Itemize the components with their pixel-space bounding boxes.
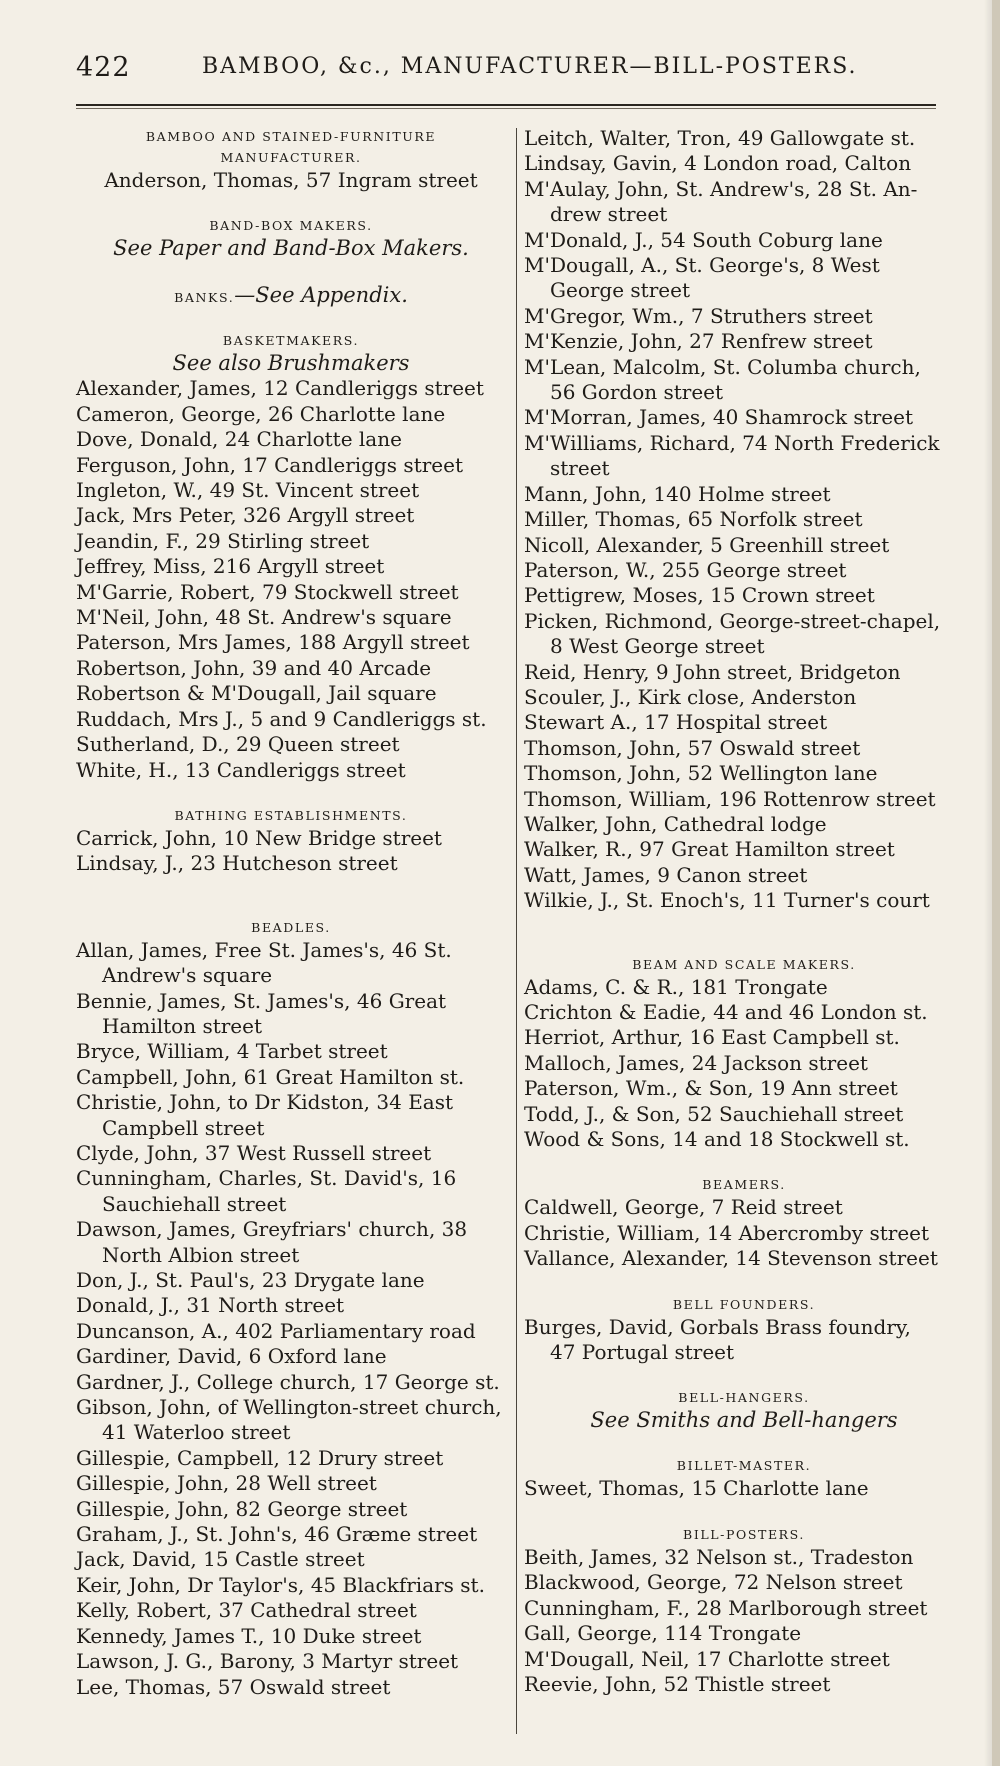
directory-entry: White, H., 13 Candleriggs street: [76, 757, 406, 782]
directory-entry: Gibson, John, of Wellington-street church,: [76, 1395, 502, 1420]
directory-entry: Mann, John, 140 Holme street: [524, 481, 831, 506]
entry-bamboo: Anderson, Thomas, 57 Ingram street: [104, 168, 478, 192]
directory-entry: Jeffrey, Miss, 216 Argyll street: [76, 554, 385, 579]
directory-entry: Ruddach, Mrs J., 5 and 9 Candleriggs st.: [76, 706, 487, 731]
directory-entry: Leitch, Walter, Tron, 49 Gallowgate st.: [524, 126, 916, 150]
directory-entry: Thomson, William, 196 Rottenrow street: [524, 786, 936, 811]
directory-entry: Paterson, W., 255 George street: [524, 557, 847, 582]
directory-entry: Dove, Donald, 24 Charlotte lane: [76, 427, 402, 452]
directory-entry: Gardiner, David, 6 Oxford lane: [76, 1344, 387, 1369]
running-title: BAMBOO, &c., MANUFACTURER—BILL-POSTERS.: [202, 54, 858, 79]
directory-entry: Jeandin, F., 29 Stirling street: [76, 528, 370, 553]
section-heading-bamboo-line2: MANUFACTURER.: [220, 150, 362, 165]
directory-entry: Keir, John, Dr Taylor's, 45 Blackfriars st.: [76, 1572, 485, 1597]
directory-entry: Alexander, James, 12 Candleriggs street: [76, 376, 484, 401]
directory-entry: Kennedy, James T., 10 Duke street: [76, 1623, 422, 1648]
basketmakers-list: [76, 376, 506, 783]
right-column: [524, 126, 964, 1697]
page-edge-shadow: [984, 0, 992, 1766]
directory-entry: M'Aulay, John, St. Andrew's, 28 St. An-: [524, 176, 918, 201]
directory-entry: Don, J., St. Paul's, 23 Drygate lane: [76, 1268, 425, 1292]
directory-entry: Bryce, William, 4 Tarbet street: [76, 1039, 388, 1064]
directory-entry: Ingleton, W., 49 St. Vincent street: [76, 478, 420, 503]
directory-entry: M'Morran, James, 40 Shamrock street: [524, 405, 913, 430]
directory-entry: Dawson, James, Greyfriars' church, 38: [76, 1217, 468, 1242]
directory-entry: Lindsay, J., 23 Hutcheson street: [76, 851, 398, 876]
directory-entry-continuation: 47 Portugal street: [550, 1340, 735, 1365]
banks-line: [76, 283, 506, 308]
directory-entry: M'Neil, John, 48 St. Andrew's square: [76, 605, 452, 630]
section-heading-beamers: BEAMERS.: [702, 1177, 786, 1193]
directory-entry: M'Williams, Richard, 74 North Frederick: [524, 430, 940, 455]
directory-entry: Walker, John, Cathedral lodge: [524, 811, 827, 836]
section-heading-billet-master: BILLET-MASTER.: [676, 1458, 812, 1474]
directory-entry: Thomson, John, 57 Oswald street: [524, 735, 861, 760]
directory-entry: Burges, David, Gorbals Brass foundry,: [524, 1314, 911, 1339]
bill-posters-list: [524, 1545, 964, 1697]
section-heading-bell-hangers: BELL-HANGERS.: [678, 1390, 810, 1406]
directory-entry: Herriot, Arthur, 16 East Campbell st.: [524, 1025, 900, 1050]
section-heading-bill-posters: BILL-POSTERS.: [683, 1526, 805, 1542]
directory-entry: Carrick, John, 10 New Bridge street: [76, 825, 442, 850]
directory-entry: Miller, Thomas, 65 Norfolk street: [524, 507, 863, 532]
see-reference-banks: —See Appendix.: [234, 283, 408, 308]
section-heading-bathing: BATHING ESTABLISHMENTS.: [174, 807, 408, 823]
directory-entry: Reid, Henry, 9 John street, Bridgeton: [524, 659, 901, 684]
section-heading-beam-scale: BEAM AND SCALE MAKERS.: [632, 956, 856, 972]
directory-entry: Kelly, Robert, 37 Cathedral street: [76, 1598, 417, 1623]
directory-entry: Beith, James, 32 Nelson st., Tradeston: [524, 1544, 914, 1569]
header-rule: [76, 104, 936, 106]
directory-entry-continuation: 8 West George street: [550, 634, 765, 659]
see-reference-basketmakers: See also Brushmakers: [172, 351, 410, 376]
directory-entry-continuation: Campbell street: [102, 1115, 265, 1140]
page-header: [76, 52, 936, 92]
directory-entry: Wood & Sons, 14 and 18 Stockwell st.: [524, 1127, 910, 1152]
directory-entry: Lindsay, Gavin, 4 London road, Calton: [524, 151, 912, 176]
directory-entry: Donald, J., 31 North street: [76, 1293, 345, 1318]
directory-entry: Walker, R., 97 Great Hamilton street: [524, 837, 895, 862]
directory-entry: Thomson, John, 52 Wellington lane: [524, 761, 878, 786]
directory-entry: Clyde, John, 37 West Russell street: [76, 1140, 432, 1165]
bathing-list: [76, 826, 506, 877]
directory-entry: Jack, David, 15 Castle street: [76, 1547, 365, 1572]
section-heading-basketmakers: BASKETMAKERS.: [222, 333, 360, 349]
directory-entry-continuation: Hamilton street: [102, 1013, 263, 1038]
directory-entry-continuation: North Albion street: [102, 1242, 300, 1267]
page-edge: [992, 0, 1000, 1766]
directory-entry: M'Lean, Malcolm, St. Columba church,: [524, 354, 921, 379]
directory-entry: Reevie, John, 52 Thistle street: [524, 1671, 831, 1696]
directory-entry: Adams, C. & R., 181 Trongate: [524, 974, 828, 999]
directory-entry: Duncanson, A., 402 Parliamentary road: [76, 1318, 476, 1343]
directory-entry: Graham, J., St. John's, 46 Græme street: [76, 1522, 478, 1547]
directory-entry: Vallance, Alexander, 14 Stevenson street: [524, 1246, 938, 1271]
directory-entry-continuation: Sauchiehall street: [102, 1191, 287, 1216]
section-heading-bell-founders: BELL FOUNDERS.: [672, 1296, 816, 1312]
directory-entry: Picken, Richmond, George-street-chapel,: [524, 608, 941, 633]
directory-entry: Gillespie, John, 28 Well street: [76, 1471, 377, 1496]
directory-entry-continuation: 56 Gordon street: [550, 380, 724, 405]
directory-entry: Scouler, J., Kirk close, Anderston: [524, 684, 857, 709]
directory-entry: M'Garrie, Robert, 79 Stockwell street: [76, 579, 459, 604]
header-rule-thin: [76, 108, 936, 109]
directory-entry: Lee, Thomas, 57 Oswald street: [76, 1674, 391, 1699]
directory-entry: Robertson & M'Dougall, Jail square: [76, 681, 437, 706]
directory-entry: Ferguson, John, 17 Candleriggs street: [76, 452, 464, 477]
directory-entry: Allan, James, Free St. James's, 46 St.: [76, 937, 452, 962]
directory-entry-continuation: George street: [550, 278, 690, 303]
directory-entry-continuation: Andrew's square: [102, 963, 273, 988]
directory-entry: Malloch, James, 24 Jackson street: [524, 1050, 868, 1075]
directory-entry: Cameron, George, 26 Charlotte lane: [76, 401, 446, 426]
directory-entry: Christie, John, to Dr Kidston, 34 East: [76, 1090, 454, 1115]
column-divider: [516, 128, 517, 1734]
directory-entry: Paterson, Mrs James, 188 Argyll street: [76, 630, 470, 655]
directory-entry: Blackwood, George, 72 Nelson street: [524, 1570, 903, 1595]
see-reference-bandbox: See Paper and Band-Box Makers.: [113, 236, 469, 261]
directory-entry: Cunningham, F., 28 Marlborough street: [524, 1595, 928, 1620]
directory-entry: Gillespie, Campbell, 12 Drury street: [76, 1445, 444, 1470]
directory-entry: Watt, James, 9 Canon street: [524, 862, 808, 887]
directory-entry: Campbell, John, 61 Great Hamilton st.: [76, 1064, 465, 1089]
directory-entry: Crichton & Eadie, 44 and 46 London st.: [524, 1000, 928, 1024]
directory-entry: Stewart A., 17 Hospital street: [524, 710, 828, 735]
directory-entry: Robertson, John, 39 and 40 Arcade: [76, 655, 432, 680]
directory-entry: Paterson, Wm., & Son, 19 Ann street: [524, 1076, 898, 1101]
directory-entry: Gillespie, John, 82 George street: [76, 1496, 408, 1521]
section-heading-beadles: BEADLES.: [251, 919, 331, 935]
entry-billet-master: Sweet, Thomas, 15 Charlotte lane: [524, 1476, 869, 1501]
directory-entry-continuation: drew street: [550, 202, 668, 227]
bell-founders-list: [524, 1315, 964, 1366]
directory-entry: Pettigrew, Moses, 15 Crown street: [524, 583, 875, 608]
directory-entry: Jack, Mrs Peter, 326 Argyll street: [76, 503, 415, 528]
section-heading-banks: BANKS.: [174, 290, 235, 306]
directory-entry: Caldwell, George, 7 Reid street: [524, 1195, 843, 1220]
directory-entry: Christie, William, 14 Abercromby street: [524, 1220, 930, 1245]
page-number: 422: [76, 52, 131, 83]
directory-entry-continuation: street: [550, 456, 610, 481]
see-reference-bell-hangers: See Smiths and Bell-hangers: [590, 1408, 898, 1433]
beamers-list: [524, 1195, 964, 1271]
beam-scale-list: [524, 975, 964, 1153]
directory-entry: Sutherland, D., 29 Queen street: [76, 732, 400, 757]
directory-entry: M'Donald, J., 54 South Coburg lane: [524, 227, 883, 252]
directory-entry: Cunningham, Charles, St. David's, 16: [76, 1166, 457, 1191]
left-column: [76, 126, 506, 1700]
directory-entry: Wilkie, J., St. Enoch's, 11 Turner's court: [524, 888, 930, 913]
directory-entry: Todd, J., & Son, 52 Sauchiehall street: [524, 1101, 904, 1126]
directory-entry-continuation: 41 Waterloo street: [102, 1420, 291, 1445]
directory-entry: M'Dougall, A., St. George's, 8 West: [524, 253, 880, 278]
section-heading-bamboo: BAMBOO AND STAINED-FURNITURE: [145, 129, 437, 144]
directory-entry: M'Gregor, Wm., 7 Struthers street: [524, 303, 873, 328]
beadles-list: [76, 938, 506, 1700]
directory-entry: Bennie, James, St. James's, 46 Great: [76, 988, 447, 1013]
directory-entry: Gardner, J., College church, 17 George st.: [76, 1369, 500, 1394]
directory-entry: Lawson, J. G., Barony, 3 Martyr street: [76, 1649, 459, 1674]
beadles-continued-list: [524, 126, 964, 914]
section-heading-bandbox: BAND-BOX MAKERS.: [209, 218, 373, 234]
directory-entry: M'Kenzie, John, 27 Renfrew street: [524, 329, 873, 354]
directory-entry: Nicoll, Alexander, 5 Greenhill street: [524, 532, 890, 557]
directory-entry: M'Dougall, Neil, 17 Charlotte street: [524, 1646, 890, 1671]
directory-entry: Gall, George, 114 Trongate: [524, 1621, 802, 1646]
